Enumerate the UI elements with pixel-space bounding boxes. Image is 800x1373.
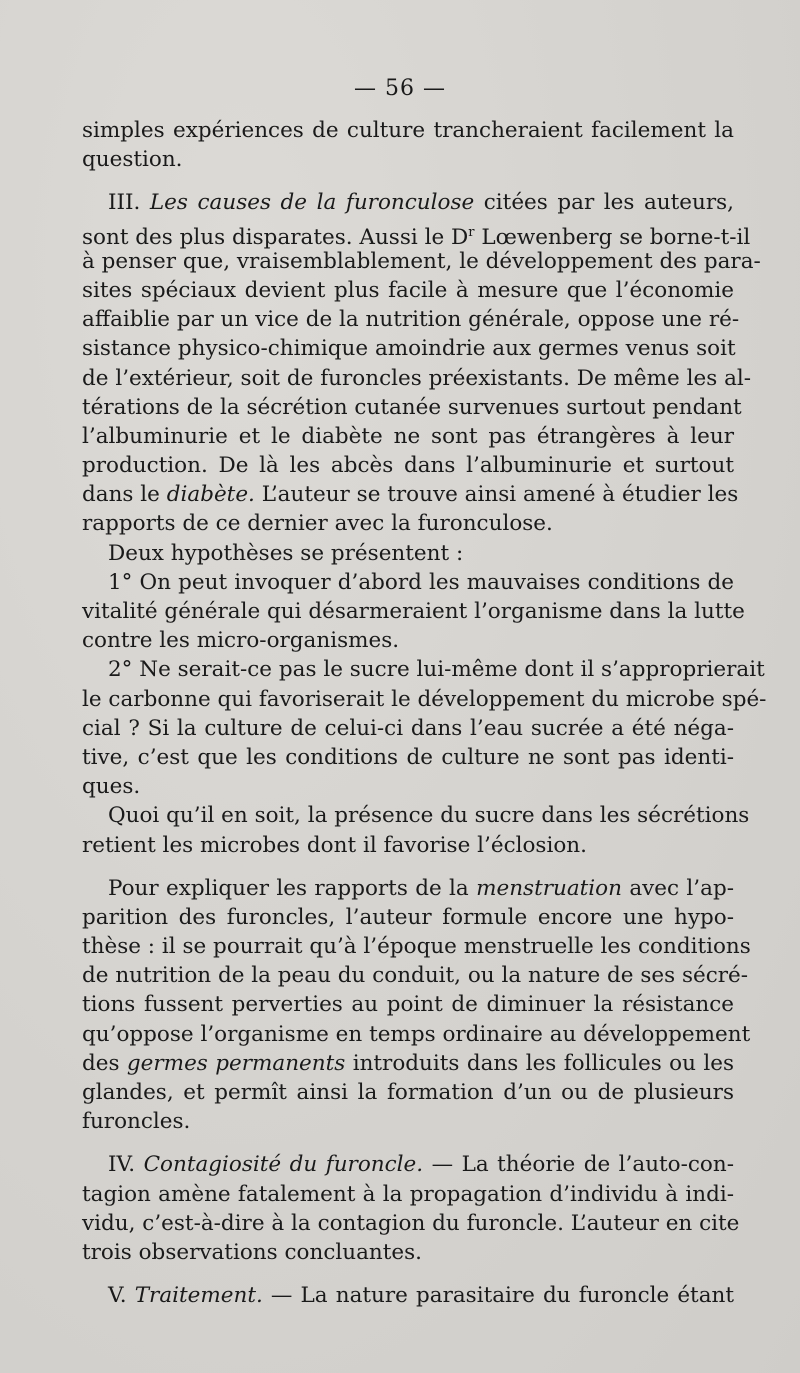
text-line: vidu, c’est-à-dire à la contagion du furoncle. L’auteur en cite [82,1210,740,1236]
italic-line: Pour expliquer les rapports de la menstruation avec l’ap- [108,875,734,901]
text-line: Quoi qu’il en soit, la présence du sucre dans les sécrétions [108,803,750,829]
text-line: affaiblie par un vice de la nutrition générale, oppose une ré- [82,307,740,333]
italic-line: dans le diabète. L’auteur se trouve ainsi amené à étudier les [82,482,739,508]
text-line: 1° On peut invoquer d’abord les mauvaises conditions de [108,569,734,595]
paragraph [82,539,734,568]
section-heading-line: III. Les causes de la furonculose citées par les auteurs, [108,190,735,216]
text-line: le carbonne qui favoriserait le développement du microbe spé- [82,686,767,712]
text-line: Deux hypothèses se présentent : [108,540,464,566]
text-line: qu’oppose l’organisme en temps ordinaire au développement [82,1021,751,1047]
paragraph [82,116,734,174]
text-line: sont des plus disparates. Aussi le $D^r$ Lœwenberg se borne-t-il [82,224,751,250]
text-line: retient les microbes dont il favorise l’éclosion. [82,832,587,858]
paragraph [82,568,745,656]
paragraph [82,801,750,859]
text-line: cial ? Si la culture de celui-ci dans l’eau sucrée a été néga- [82,715,734,741]
section-heading-line: V. Traitement. — La nature parasitaire du furoncle étant [108,1283,735,1309]
text-line: glandes, et permît ainsi la formation d’un ou de plusieurs [82,1080,734,1105]
text-line: à penser que, vraisemblablement, le développement des para- [82,248,761,274]
paragraph [82,1150,740,1267]
italic-line: des germes permanents introduits dans les follicules ou les [82,1050,734,1076]
section-heading-line: IV. Contagiosité du furoncle. — La théorie de l’auto-con- [108,1152,734,1178]
text-line: térations de la sécrétion cutanée survenues surtout pendant [82,394,742,420]
text-line: vitalité générale qui désarmeraient l’organisme dans la lutte [82,599,745,624]
text-line: simples expériences de culture trancheraient facilement la [82,118,734,143]
text-line: l’albuminurie et le diabète ne sont pas étrangères à leur [82,423,734,449]
text-line: parition des furoncles, l’auteur formule encore une hypo- [82,904,734,930]
text-line: furoncles. [82,1109,191,1135]
text-line: tions fussent perverties au point de diminuer la résistance [82,992,734,1018]
text-line: question. [82,147,183,173]
text-line: trois observations concluantes. [82,1239,422,1265]
text-line: de nutrition de la peau du conduit, ou la nature de ses sécré- [82,963,749,989]
text-line: rapports de ce dernier avec la furonculose. [82,511,553,537]
paragraph [82,655,767,801]
text-line: thèse : il se pourrait qu’à l’époque menstruelle les conditions [82,934,751,960]
paragraph [82,188,761,538]
text-line: 2° Ne serait-ce pas le sucre lui-même dont il s’approprierait [108,657,765,683]
text-line: sites spéciaux devient plus facile à mesure que l’économie [82,277,734,303]
paragraph [82,1281,734,1310]
text-line: production. De là les abcès dans l’albuminurie et surtout [82,453,734,479]
page-number: — 56 — [354,76,446,101]
text-line: de l’extérieur, soit de furoncles préexistants. De même les al- [82,365,752,391]
text-line: tagion amène fatalement à la propagation d’individu à indi- [82,1181,734,1207]
body-text [82,116,767,1310]
text-line: contre les micro-organismes. [82,628,400,654]
paragraph [82,874,751,1137]
text-line: ques. [82,774,141,800]
text-line: sistance physico-chimique amoindrie aux germes venus soit [82,336,736,362]
text-line: tive, c’est que les conditions de culture ne sont pas identi- [82,744,734,770]
